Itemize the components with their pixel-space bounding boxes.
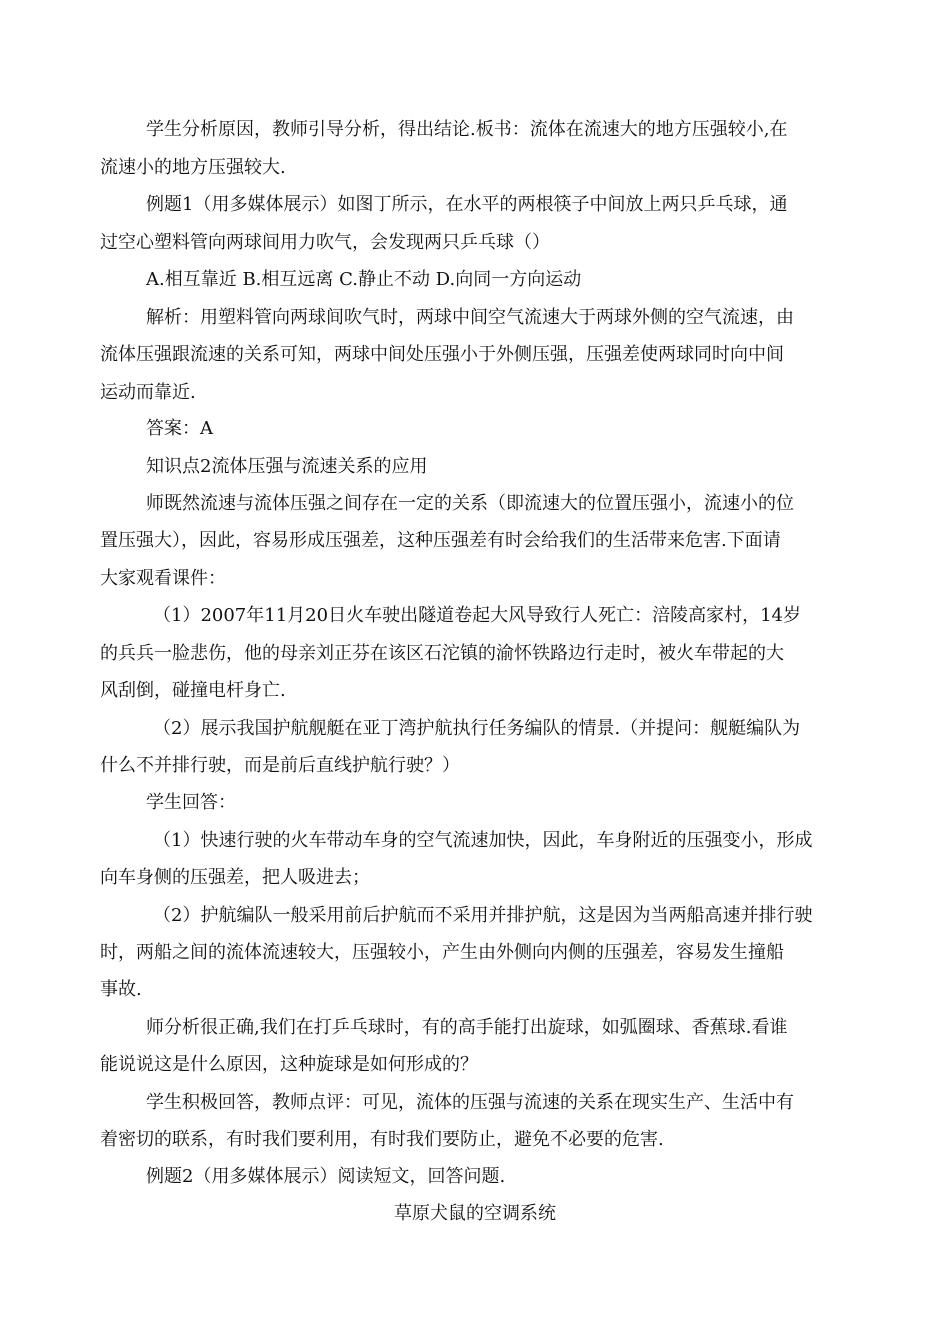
list-item-line: 的兵兵一脸悲伤，他的母亲刘正芬在该区石沱镇的渝怀铁路边行走时，被火车带起的大 (100, 643, 784, 664)
paragraph-line: 流速小的地方压强较大. (100, 157, 286, 178)
list-item-line: （2）护航编队一般采用前后护航而不采用并排护航，这是因为当两船高速并排行驶 (153, 905, 813, 926)
analysis-line: 运动而靠近. (100, 382, 196, 403)
list-item-line: 向车身侧的压强差，把人吸进去； (100, 867, 370, 888)
list-item-line: 风刮倒，碰撞电杆身亡. (100, 680, 286, 701)
example-2-line: 例题2（用多媒体展示）阅读短文，回答问题. (146, 1166, 506, 1187)
answer-line: 答案：A (146, 418, 213, 439)
answer-options: A.相互靠近 B.相互远离 C.静止不动 D.向同一方向运动 (146, 269, 582, 290)
paragraph-line: 学生回答： (146, 792, 236, 813)
analysis-line: 解析：用塑料管向两球间吹气时，两球中间空气流速大于两球外侧的空气流速，由 (146, 307, 794, 328)
list-item-line: 时，两船之间的流体流速较大，压强较小，产生由外侧向内侧的压强差，容易发生撞船 (100, 942, 784, 963)
list-item-line: （1）2007年11月20日火车驶出隧道卷起大风导致行人死亡：涪陵高家村，14岁 (153, 605, 801, 626)
paragraph-line: 大家观看课件： (100, 568, 226, 589)
paragraph-line: 学生分析原因，教师引导分析，得出结论.板书：流体在流速大的地方压强较小,在 (146, 119, 788, 140)
section-heading: 知识点2流体压强与流速关系的应用 (146, 456, 428, 477)
example-1-line: 过空心塑料管向两球间用力吹气，会发现两只乒乓球（） (100, 232, 550, 253)
reading-title: 草原犬鼠的空调系统 (394, 1203, 556, 1224)
paragraph-line: 学生积极回答，教师点评：可见，流体的压强与流速的关系在现实生产、生活中有 (146, 1092, 794, 1113)
paragraph-line: 着密切的联系，有时我们要利用，有时我们要防止，避免不必要的危害. (100, 1129, 664, 1150)
list-item-line: （2）展示我国护航舰艇在亚丁湾护航执行任务编队的情景.（并提问：舰艇编队为 (153, 718, 801, 739)
paragraph-line: 师分析很正确,我们在打乒乓球时，有的高手能打出旋球，如弧圈球、香蕉球.看谁 (146, 1017, 788, 1038)
example-1-line: 例题1（用多媒体展示）如图丁所示，在水平的两根筷子中间放上两只乒乓球，通 (146, 194, 788, 215)
paragraph-line: 置压强大），因此，容易形成压强差，这种压强差有时会给我们的生活带来危害.下面请 (100, 530, 781, 551)
paragraph-line: 能说说这是什么原因，这种旋球是如何形成的？ (100, 1054, 478, 1075)
list-item-line: 事故. (100, 979, 142, 1000)
analysis-line: 流体压强跟流速的关系可知，两球中间处压强小于外侧压强，压强差使两球同时向中间 (100, 344, 784, 365)
paragraph-line: 师既然流速与流体压强之间存在一定的关系（即流速大的位置压强小，流速小的位 (146, 493, 794, 514)
list-item-line: 什么不并排行驶，而是前后直线护航行驶？） (100, 755, 460, 776)
list-item-line: （1）快速行驶的火车带动车身的空气流速加快，因此，车身附近的压强变小，形成 (153, 830, 813, 851)
